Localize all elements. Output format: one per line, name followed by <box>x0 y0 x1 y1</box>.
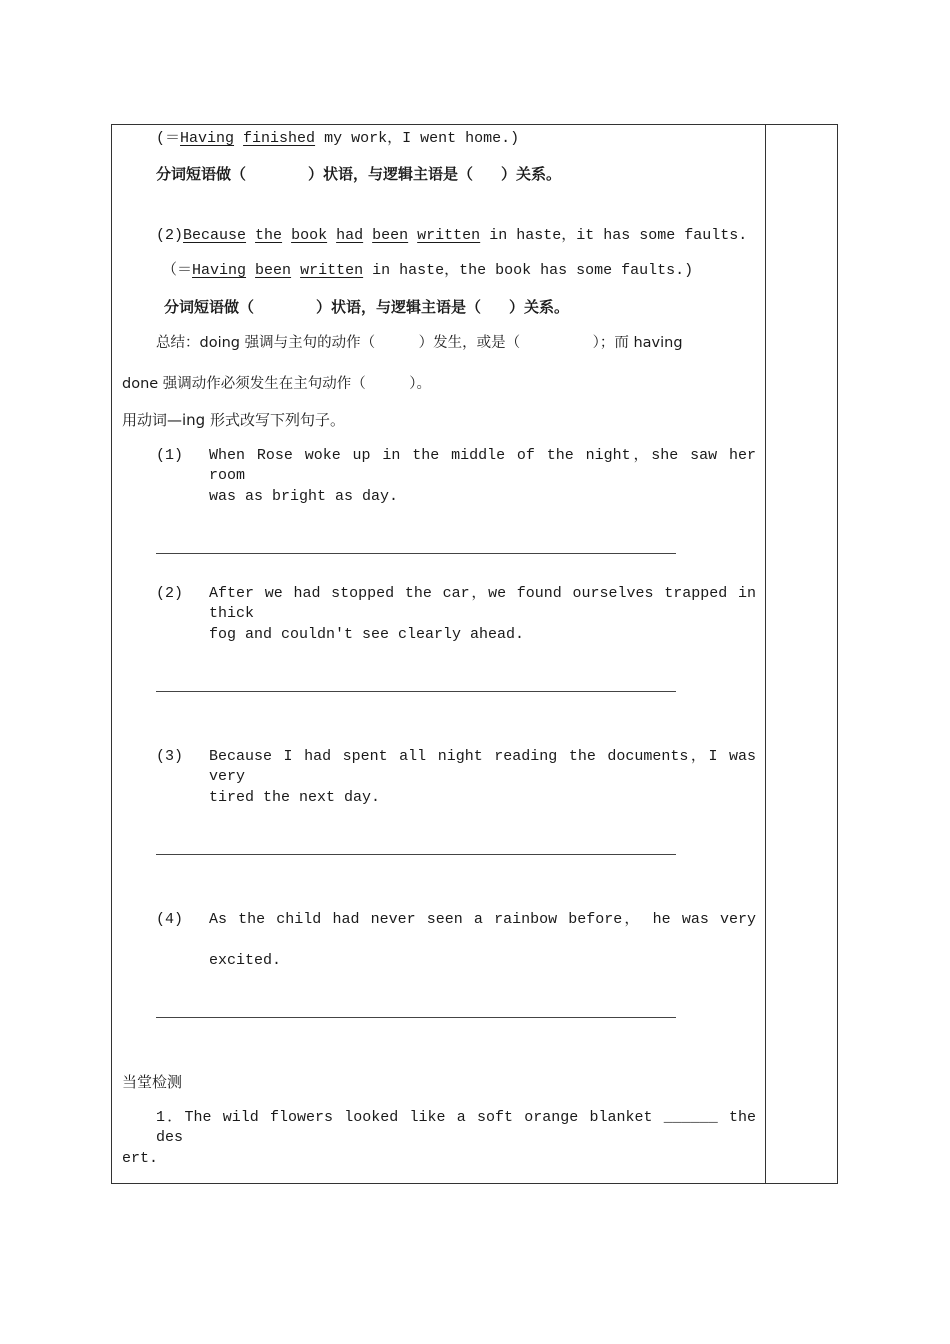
summary-line-2: done 强调动作必须发生在主句动作（ ）。 <box>122 376 432 392</box>
exercise-text: fog and couldn't see clearly ahead. <box>209 626 525 643</box>
rule-1: 分词短语做（ ）状语，与逻辑主语是（ ）关系。 <box>156 165 562 183</box>
exercise-text: excited. <box>209 952 282 969</box>
answer-line <box>156 1017 676 1018</box>
example-2: (2)Because the book had been written in haste，it has some faults. <box>156 227 748 244</box>
answer-line <box>156 553 676 554</box>
example-1: (＝Having finished my work，I went home.) <box>156 130 520 147</box>
instruction: 用动词—ing 形式改写下列句子。 <box>122 411 345 429</box>
answer-line <box>156 691 676 692</box>
question-1-continued: ert. <box>122 1150 159 1167</box>
exercise-text: was as bright as day. <box>209 488 399 505</box>
exercise-text: As the child had never seen a rainbow before， he was very <box>209 911 756 928</box>
exercise-number: (4) <box>156 911 184 928</box>
answer-line <box>156 854 676 855</box>
exercise-text: tired the next day. <box>209 789 381 806</box>
exercise-text: Because I had spent all night reading the documents，I was very <box>209 748 756 785</box>
example-3: （＝Having been written in haste，the book has some faults.) <box>162 262 694 279</box>
exercise-number: (1) <box>156 447 184 464</box>
worksheet-table <box>111 124 838 1184</box>
rule-2: 分词短语做（ ）状语，与逻辑主语是（ ）关系。 <box>164 298 570 316</box>
summary-line-1: 总结：doing 强调与主句的动作（ ）发生，或是（ ）；而 having <box>156 335 683 351</box>
column-divider <box>765 125 766 1183</box>
exercise-text: After we had stopped the car，we found ourselves trapped in thick <box>209 585 756 622</box>
exercise-number: (2) <box>156 585 184 602</box>
section-title: 当堂检测 <box>122 1073 183 1091</box>
exercise-text: When Rose woke up in the middle of the night，she saw her room <box>209 447 756 484</box>
question-1: 1．The wild flowers looked like a soft orange blanket ______ the des <box>156 1109 756 1146</box>
exercise-number: (3) <box>156 748 184 765</box>
